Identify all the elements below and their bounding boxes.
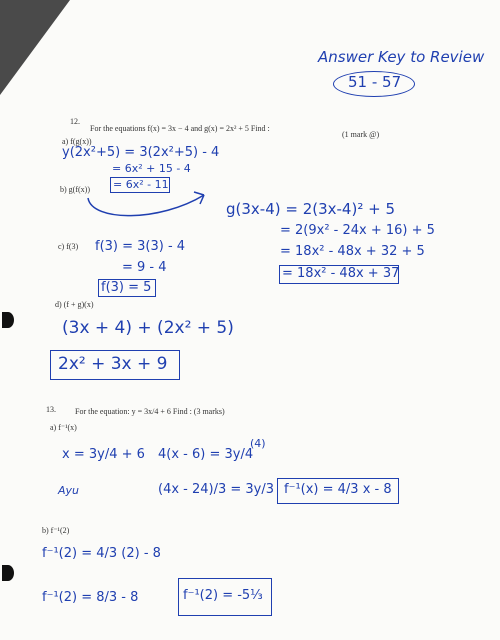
q12a-line: y(2x²+5) = 3(2x²+5) - 4: [62, 145, 220, 160]
q13a-scribble: Ayu: [58, 484, 80, 497]
q13a-answer: f⁻¹(x) = 4/3 x - 8: [284, 482, 392, 497]
q13a-label: a) f⁻¹(x): [50, 423, 77, 432]
q13b-label: b) f⁻¹(2): [42, 526, 70, 535]
q12d-line: (3x + 4) + (2x² + 5): [62, 318, 234, 338]
q12c-answer: f(3) = 5: [101, 280, 152, 295]
q12d-answer: 2x² + 3x + 9: [58, 354, 168, 374]
q12-marks: (1 mark @): [342, 130, 380, 139]
q12c-line: = 9 - 4: [122, 260, 167, 275]
q12-number: 12.: [70, 117, 80, 126]
q12b-answer: = 18x² - 48x + 37: [282, 266, 400, 281]
q13b-line: f⁻¹(2) = 8/3 - 8: [42, 590, 139, 605]
q13-prompt: For the equation: y = 3x/4 + 6 Find : (3 marks): [75, 407, 225, 416]
q12b-line: g(3x-4) = 2(3x-4)² + 5: [226, 200, 395, 218]
page-range: 51 - 57: [348, 73, 402, 91]
q13a-step2-mult: (4): [250, 437, 266, 450]
q12a-label: a) f(g(x)): [62, 137, 92, 146]
q13-number: 13.: [46, 405, 56, 414]
q12a-answer: = 6x² - 11: [113, 178, 169, 191]
q13b-line: f⁻¹(2) = 4/3 (2) - 8: [42, 546, 161, 561]
page-title: Answer Key to Review: [318, 48, 485, 66]
q13a-step2: 4(x - 6) = 3y/4: [158, 447, 254, 462]
q13a-step1: x = 3y/4 + 6: [62, 447, 145, 462]
q12b-line: = 2(9x² - 24x + 16) + 5: [280, 223, 435, 238]
q12b-label: b) g(f(x)): [60, 185, 90, 194]
q13b-answer: f⁻¹(2) = -5⅓: [183, 588, 263, 603]
q12c-line: f(3) = 3(3) - 4: [95, 239, 186, 254]
q12b-line: = 18x² - 48x + 32 + 5: [280, 244, 425, 259]
q12a-line: = 6x² + 15 - 4: [112, 162, 191, 175]
q12c-label: c) f(3): [58, 242, 79, 251]
q12-prompt: For the equations f(x) = 3x − 4 and g(x) = 2x² + 5 Find :: [90, 124, 270, 133]
q13a-step3: (4x - 24)/3 = 3y/3: [158, 482, 275, 497]
q12d-label: d) (f + g)(x): [55, 300, 94, 309]
